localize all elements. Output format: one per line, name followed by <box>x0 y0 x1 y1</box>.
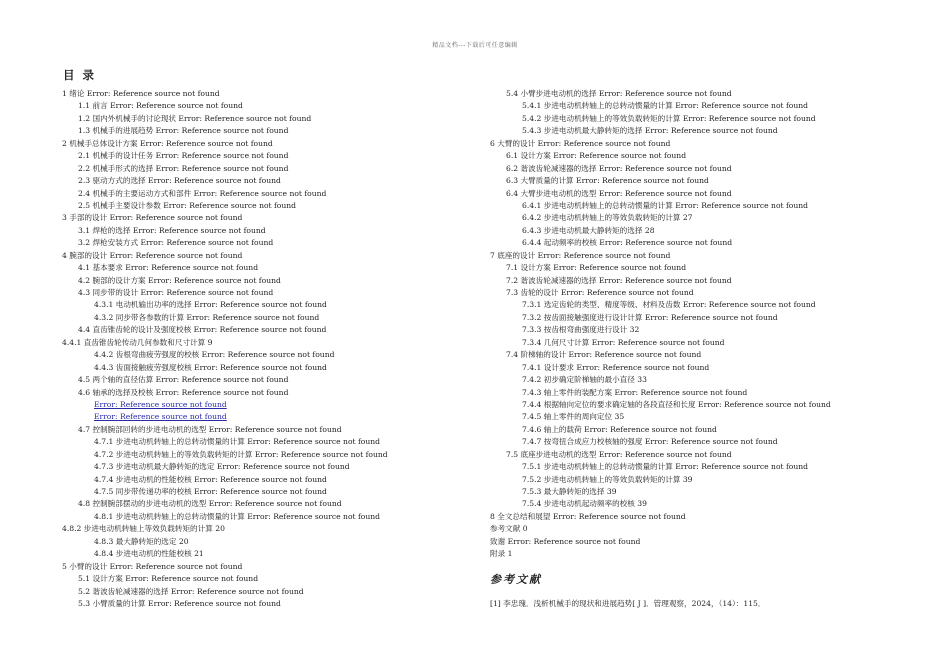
toc-entry[interactable]: 4.7.5 同步带传递功率的校核 Error: Reference source not found <box>94 487 327 496</box>
toc-entry[interactable]: 1 绪论 Error: Reference source not found <box>62 89 220 98</box>
toc-entry[interactable]: 1.3 机械手的进展趋势 Error: Reference source not found <box>78 126 289 136</box>
toc-entry[interactable]: 5.2 谐波齿轮减速器的选择 Error: Reference source not found <box>78 586 304 596</box>
toc-entry[interactable]: 7.5 底座步进电动机的选型 Error: Reference source not found <box>506 449 732 459</box>
references-title: 参考文献 <box>490 573 542 586</box>
toc-entry[interactable]: 6.4.2 步进电动机转轴上的等效负载转矩的计算 27 <box>522 213 693 223</box>
toc-entry[interactable]: 致谢 Error: Reference source not found <box>490 536 641 546</box>
toc-entry[interactable]: 6.2 谐波齿轮减速器的选择 Error: Reference source not found <box>506 163 732 173</box>
toc-entry[interactable]: 7.4.2 初步确定阶梯轴的最小直径 33 <box>522 375 647 385</box>
toc-entry[interactable]: 4.3.2 同步带各参数的计算 Error: Reference source not found <box>94 312 320 322</box>
toc-entry[interactable]: 4.4 直齿锥齿轮的设计及强度校核 Error: Reference source not found <box>78 325 327 335</box>
toc-entry[interactable]: 4.8.2 步进电动机转轴上等效负载转矩的计算 20 <box>62 524 225 534</box>
toc-entry[interactable]: 5.4.2 步进电动机转轴上的等效负载转矩的计算 Error: Reference source not found <box>522 113 816 123</box>
toc-entry[interactable]: 7.4.5 轴上零件的周向定位 35 <box>522 412 625 422</box>
toc-entry[interactable]: 2.4 机械手的主要运动方式和部件 Error: Reference source not found <box>78 188 327 198</box>
toc-entry[interactable]: 1.1 前言 Error: Reference source not found <box>78 101 243 111</box>
toc-entry[interactable]: 4.3.1 电动机输出功率的选择 Error: Reference source not found <box>94 300 327 310</box>
toc-entry[interactable]: 7.3.1 选定齿轮的类型、精度等级、材料及齿数 Error: Reference source not found <box>522 300 816 310</box>
toc-entry[interactable]: 1.2 国内外机械手的讨论现状 Error: Reference source not found <box>78 113 312 123</box>
toc-entry[interactable]: 5.4 小臂步进电动机的选择 Error: Reference source not found <box>506 89 732 98</box>
toc-entry[interactable]: 2 机械手总体设计方案 Error: Reference source not found <box>62 138 273 148</box>
toc-entry[interactable]: 6.4.4 起动频率的校核 Error: Reference source not found <box>522 238 733 248</box>
toc-entry[interactable]: 6.1 设计方案 Error: Reference source not found <box>506 151 687 161</box>
toc-entry[interactable]: 4.5 两个轴的直径估算 Error: Reference source not found <box>78 375 289 385</box>
toc-entry[interactable]: 4.4.1 直齿锥齿轮传动几何参数和尺寸计算 9 <box>62 337 213 347</box>
toc-entry[interactable]: 4.7.4 步进电动机的性能校核 Error: Reference source not found <box>94 474 327 484</box>
toc-entry[interactable]: 2.2 机械手形式的选择 Error: Reference source not found <box>78 163 289 173</box>
toc-entry[interactable]: 7.4.7 按弯扭合成应力校核轴的强度 Error: Reference source not found <box>522 437 778 447</box>
toc-entry[interactable]: 5.4.1 步进电动机转轴上的总转动惯量的计算 Error: Reference source not found <box>522 101 809 111</box>
toc-entry[interactable]: 参考文献 0 <box>490 524 528 534</box>
toc-left-column <box>62 88 487 610</box>
toc-entry[interactable]: 6.3 大臂质量的计算 Error: Reference source not found <box>506 176 709 186</box>
toc-entry[interactable]: 8 全文总结和展望 Error: Reference source not found <box>490 511 686 521</box>
toc-entry[interactable]: 6.4 大臂步进电动机的选型 Error: Reference source not found <box>506 188 732 198</box>
toc-entry[interactable]: 7.3 齿轮的设计 Error: Reference source not found <box>506 288 694 297</box>
toc-entry[interactable]: 7.5.3 最大静转矩的选择 39 <box>522 487 617 496</box>
toc-entry[interactable]: 5.1 设计方案 Error: Reference source not found <box>78 574 259 584</box>
toc-entry[interactable]: 4.7.2 步进电动机转轴上的等效负载转矩的计算 Error: Reference source not found <box>94 449 388 459</box>
toc-entry[interactable]: 4.7 控制腕部回转的步进电动机的选型 Error: Reference source not found <box>78 424 342 434</box>
toc-entry[interactable]: 4 腕部的设计 Error: Reference source not found <box>62 250 243 260</box>
toc-entry[interactable]: 4.6 轴承的选择及校核 Error: Reference source not found <box>78 387 289 397</box>
toc-entry[interactable]: 6.4.1 步进电动机转轴上的总转动惯量的计算 Error: Reference source not found <box>522 200 809 210</box>
toc-entry[interactable]: 7 底座的设计 Error: Reference source not found <box>490 250 671 260</box>
toc-title: 目 录 <box>63 68 97 82</box>
toc-entry[interactable]: 4.8.4 步进电动机的性能校核 21 <box>94 549 204 559</box>
toc-entry[interactable]: 7.2 谐波齿轮减速器的选择 Error: Reference source not found <box>506 275 732 285</box>
toc-entry[interactable]: 6 大臂的设计 Error: Reference source not found <box>490 138 671 148</box>
toc-entry[interactable]: Error: Reference source not found <box>94 412 227 422</box>
toc-entry[interactable]: 7.1 设计方案 Error: Reference source not found <box>506 263 687 273</box>
toc-entry[interactable]: 4.2 腕部的设计方案 Error: Reference source not found <box>78 275 281 285</box>
toc-right-column <box>490 88 930 561</box>
toc-entry[interactable]: 3 手部的设计 Error: Reference source not found <box>62 213 243 223</box>
toc-entry[interactable]: 7.5.4 步进电动机起动频率的校核 39 <box>522 499 647 509</box>
toc-entry[interactable]: 4.7.1 步进电动机转轴上的总转动惯量的计算 Error: Reference source not found <box>94 437 381 447</box>
toc-entry[interactable]: 4.3 同步带的设计 Error: Reference source not found <box>78 288 274 297</box>
toc-entry[interactable]: 7.4.3 轴上零件的装配方案 Error: Reference source not found <box>522 387 748 397</box>
toc-entry[interactable]: 4.7.3 步进电动机最大静转矩的选定 Error: Reference source not found <box>94 462 350 472</box>
toc-entry[interactable]: 3.1 焊枪的选择 Error: Reference source not found <box>78 225 266 235</box>
toc-entry[interactable]: 5.3 小臂质量的计算 Error: Reference source not found <box>78 598 281 608</box>
reference-item: [1] 李忠瑰．浅析机械手的现状和进展趋势[ J ]．管理观察，2024，（14）：115． <box>490 599 766 608</box>
toc-entry[interactable]: 4.8.3 最大静转矩的选定 20 <box>94 536 189 546</box>
toc-entry[interactable]: 7.3.2 按齿面接触强度进行设计计算 Error: Reference source not found <box>522 312 778 322</box>
toc-entry[interactable]: 7.3.3 按齿根弯曲强度进行设计 32 <box>522 325 640 335</box>
toc-entry[interactable]: 5 小臂的设计 Error: Reference source not found <box>62 561 243 571</box>
header-watermark: 精品文档---下载后可任意编辑 <box>432 42 518 49</box>
toc-entry[interactable]: 4.1 基本要求 Error: Reference source not found <box>78 263 259 273</box>
toc-entry[interactable]: 6.4.3 步进电动机最大静转矩的选择 28 <box>522 225 655 235</box>
toc-entry[interactable]: 3.2 焊枪安装方式 Error: Reference source not found <box>78 238 274 248</box>
toc-entry[interactable]: 7.4.1 设计要求 Error: Reference source not found <box>522 362 710 372</box>
toc-entry[interactable]: 5.4.3 步进电动机最大静转矩的选择 Error: Reference source not found <box>522 126 778 136</box>
toc-entry[interactable]: 4.4.2 齿根弯曲疲劳强度的校核 Error: Reference source not found <box>94 350 335 360</box>
toc-entry[interactable]: 4.8.1 步进电动机转轴上的总转动惯量的计算 Error: Reference source not found <box>94 511 381 521</box>
toc-entry[interactable]: 7.4.4 根据轴向定位的要求确定轴的各段直径和长度 Error: Reference source not found <box>522 399 831 409</box>
toc-entry[interactable]: Error: Reference source not found <box>94 399 227 409</box>
toc-entry[interactable]: 7.5.2 步进电动机转轴上的等效负载转矩的计算 39 <box>522 474 693 484</box>
toc-entry[interactable]: 7.4 阶梯轴的设计 Error: Reference source not found <box>506 350 702 360</box>
toc-entry[interactable]: 7.4.6 轴上的载荷 Error: Reference source not found <box>522 424 717 434</box>
toc-entry[interactable]: 7.5.1 步进电动机转轴上的总转动惯量的计算 Error: Reference source not found <box>522 462 809 472</box>
toc-entry[interactable]: 7.3.4 几何尺寸计算 Error: Reference source not found <box>522 337 725 347</box>
toc-entry[interactable]: 4.4.3 齿面接触疲劳强度校核 Error: Reference source not found <box>94 362 327 372</box>
toc-entry[interactable]: 附录 1 <box>490 549 513 559</box>
toc-entry[interactable]: 4.8 控制腕部摆动的步进电动机的选型 Error: Reference source not found <box>78 499 342 509</box>
toc-entry[interactable]: 2.5 机械手主要设计参数 Error: Reference source not found <box>78 200 297 210</box>
toc-entry[interactable]: 2.1 机械手的设计任务 Error: Reference source not found <box>78 151 289 161</box>
toc-entry[interactable]: 2.3 驱动方式的选择 Error: Reference source not found <box>78 176 281 186</box>
